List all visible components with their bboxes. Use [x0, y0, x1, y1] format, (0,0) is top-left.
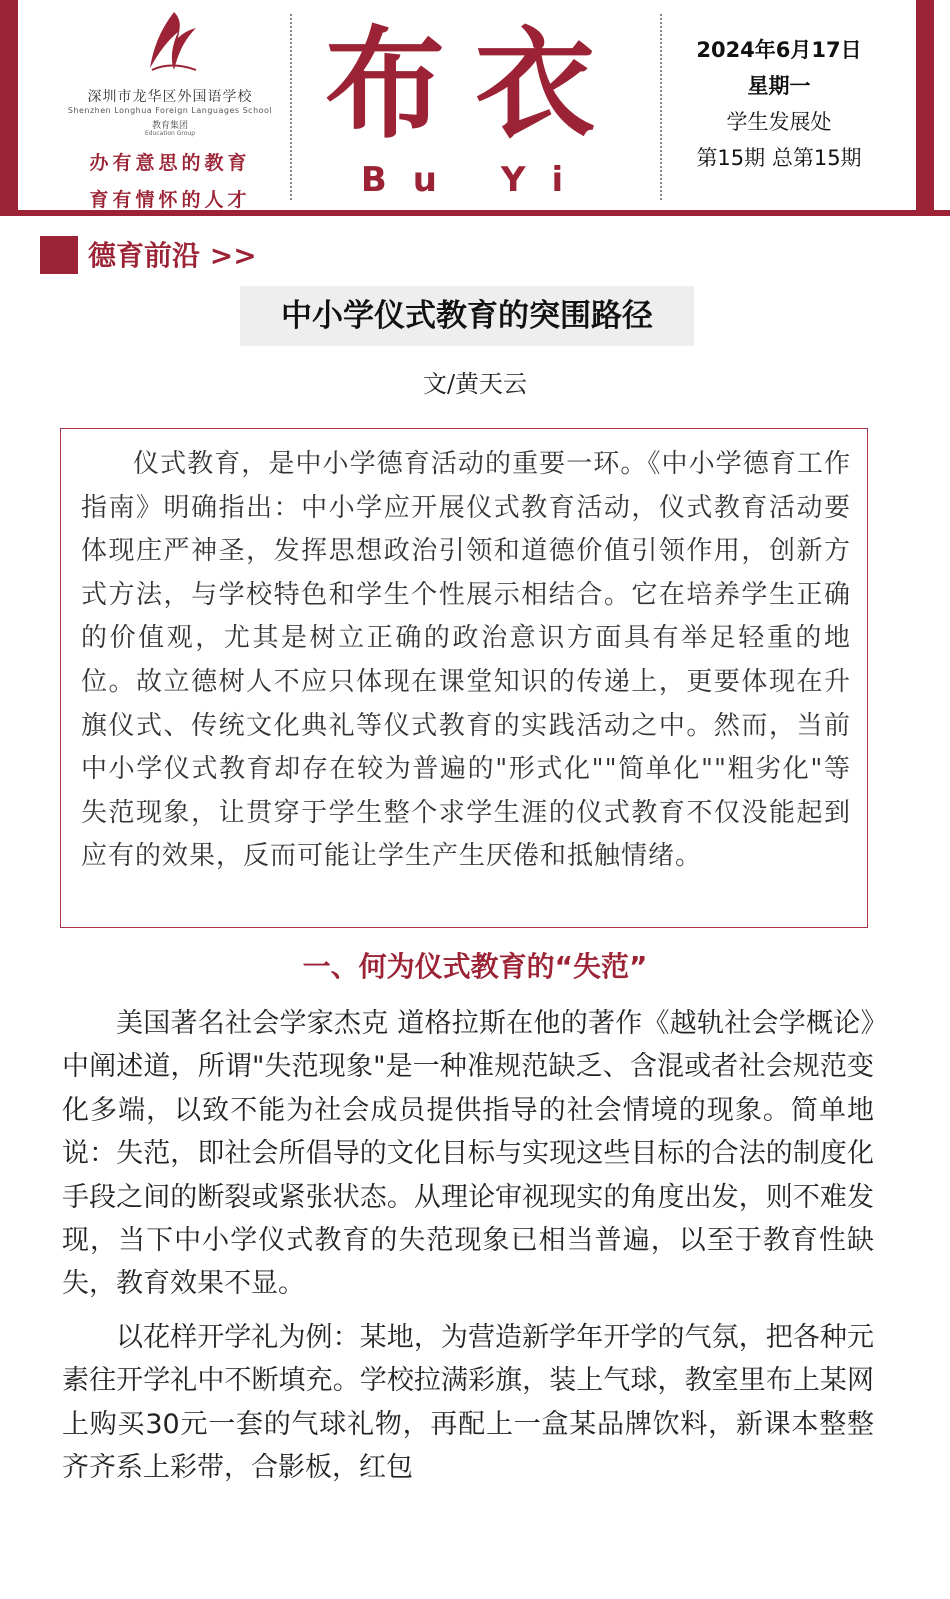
education-group: 教育集团 [151, 121, 188, 131]
education-group-en: Education Group [144, 130, 196, 137]
abstract-box [60, 428, 868, 928]
school-name-en: Shenzhen Longhua Foreign Languages School [67, 106, 273, 115]
header-divider-left [290, 14, 292, 200]
abstract-text: 仪式教育，是中小学德育活动的重要一环。《中小学德育工作指南》明确指出：中小学应开展仪式教育活动，仪式教育活动要体现庄严神圣，发挥思想政治引领和道德价值引领作用，创新方式方法，与学校特色和学生个性展示相结合。它在培养学生正确的价值观，尤其是树立正确的政治意识方面具有举足轻重的地位。故立德树人不应只体现在课堂知识的传递上，更要体现在升旗仪式、传统文化典礼等仪式教育的实践活动之中。然而，当前中小学仪式教育却存在较为普遍的"形式化""简单化""粗劣化"等失范现象，让贯穿于学生整个求学生涯的仪式教育不仅没能起到应有的效果，反而可能让学生产生厌倦和抵触情绪。 [81, 449, 851, 872]
masthead [305, 10, 645, 210]
school-name: 深圳市龙华区外国语学校 [87, 89, 253, 105]
school-logo-block [60, 10, 280, 210]
right-accent-bar [916, 0, 934, 216]
newsletter-header [0, 0, 950, 218]
masthead-title-en: Bu Yi [360, 160, 590, 200]
school-logo-icon [144, 10, 200, 74]
article-body [62, 1002, 874, 1489]
section-label: 德育前沿 >> [88, 239, 257, 272]
section-subheading: 一、何为仪式教育的“失范” [302, 950, 648, 983]
issue-date: 2024年6月17日 [696, 38, 862, 62]
article-byline: 文/黄天云 [422, 370, 528, 398]
issue-department: 学生发展处 [726, 110, 832, 134]
body-paragraph: 美国著名社会学家杰克 道格拉斯在他的著作《越轨社会学概论》中阐述道，所谓"失范现象"是一种准规范缺乏、含混或者社会规范变化多端，以致不能为社会成员提供指导的社会情境的现象。简单地说：失范，即社会所倡导的文化目标与实现这些目标的合法的制度化手段之间的断裂或紧张状态。从理论审视现实的角度出发，则不难发现，当下中小学仪式教育的失范现象已相当普遍，以至于教育性缺失，教育效果不显。 [62, 1008, 874, 1300]
issue-info [668, 32, 890, 176]
issue-number: 第15期 总第15期 [696, 146, 862, 170]
slogan-line-1: 办有意思的教育 [89, 152, 251, 174]
section-square-icon [40, 236, 78, 274]
issue-weekday: 星期一 [747, 74, 811, 98]
body-paragraph: 以花样开学礼为例：某地，为营造新学年开学的气氛，把各种元素往开学礼中不断填充。学校拉满彩旗，装上气球，教室里布上某网上购买30元一套的气球礼物，再配上一盒某品牌饮料，新课本整整齐齐系上彩带，合影板，红包 [62, 1321, 874, 1484]
slogan-line-2: 育有情怀的人才 [89, 189, 251, 211]
masthead-title: 布衣 [325, 14, 625, 155]
article-title: 中小学仪式教育的突围路径 [240, 286, 694, 346]
left-accent-bar [0, 0, 18, 216]
header-divider-right [660, 14, 662, 200]
